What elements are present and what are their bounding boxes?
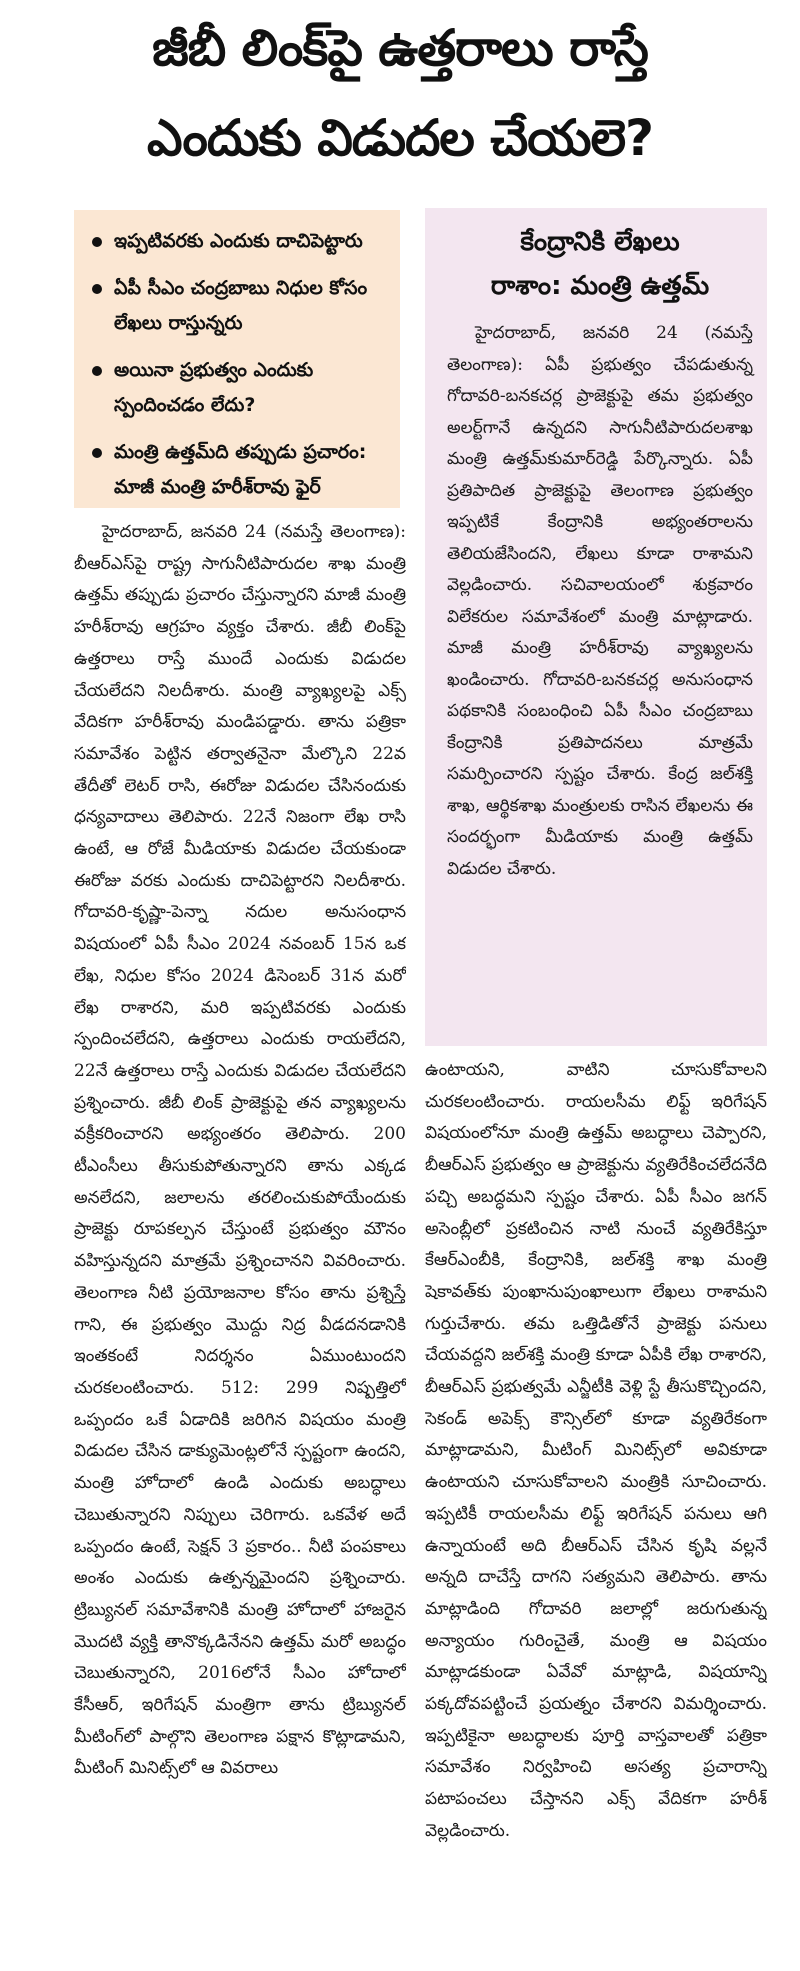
main-story-right-column [425,1055,767,1971]
highlight-item: ఏపీ సీఎం చంద్రబాబు నిధుల కోసం లేఖలు రాస్తున్నరు [88,271,390,341]
sidebar-title [447,220,753,308]
highlight-item: ఇప్పటివరకు ఎందుకు దాచిపెట్టారు [88,224,390,259]
headline-line-1: జీబీ లింక్‌పై ఉత్తరాలు రాస్తే [152,19,648,77]
highlight-item: అయినా ప్రభుత్వం ఎందుకు స్పందించడం లేదు? [88,353,390,423]
sidebar-title-line-2: రాశాం: మంత్రి ఉత్తమ్ [490,271,710,301]
main-story-left-column [74,517,406,1971]
sidebar-story [425,208,767,1046]
highlights-box [74,210,400,508]
main-story-left-text: హైదరాబాద్, జనవరి 24 (నమస్తే తెలంగాణ): బీఆర్‌ఎస్‌పై రాష్ట్ర సాగునీటిపారుదల శాఖ మంత్రి ఉత్తమ్ తప్పుడు ప్రచారం చేస్తున్నారని మాజీ మంత్రి హరీశ్‌రావు ఆగ్రహం వ్యక్తం చేశారు. జీబీ లింక్‌పై ఉత్తరాలు రాస్తే ముందే ఎందుకు విడుదల చేయలేదని నిలదీశారు. మంత్రి వ్యాఖ్యలపై ఎక్స్ వేదికగా హరీశ్‌రావు మండిపడ్డారు. తాను పత్రికా సమావేశం పెట్టిన తర్వాతనైనా మేల్కొని 22వ తేదీతో లెటర్ రాసి, ఈరోజు విడుదల చేసినందుకు ధన్యవాదాలు తెలిపారు. 22నే నిజంగా లేఖ రాసి ఉంటే, ఆ రోజే మీడియాకు విడుదల చేయకుండా ఈరోజు వరకు ఎందుకు దాచిపెట్టారని నిలదీశారు. గోదావరి-కృష్ణా-పెన్నా నదుల అనుసంధాన విషయంలో ఏపీ సీఎం 2024 నవంబర్ 15న ఒక లేఖ, నిధుల కోసం 2024 డిసెంబర్ 31న మరో లేఖ రాశారని, మరి ఇప్పటివరకు ఎందుకు స్పందించలేదని, ఉత్తరాలు ఎందుకు రాయలేదని, 22నే ఉత్తరాలు రాస్తే ఎందుకు విడుదల చేయలేదని ప్రశ్నించారు. జీబీ లింక్ ప్రాజెక్టుపై తన వ్యాఖ్యలను వక్రీకరించారని అభ్యంతరం తెలిపారు. 200 టీఎంసీలు తీసుకుపోతున్నారని తాను ఎక్కడ అనలేదని, జలాలను తరలించుకుపోయేందుకు ప్రాజెక్టు రూపకల్పన చేస్తుంటే ప్రభుత్వం మౌనం వహిస్తున్నదని మాత్రమే ప్రశ్నించానని వివరించారు. తెలంగాణ నీటి ప్రయోజనాల కోసం తాను ప్రశ్నిస్తే గాని, ఈ ప్రభుత్వం మొద్దు నిద్ర వీడదనడానికి ఇంతకంటే నిదర్శనం ఏముంటుందని చురకలంటించారు. 512: 299 నిష్పత్తిలో ఒప్పందం ఒకే ఏడాదికి జరిగిన విషయం మంత్రి విడుదల చేసిన డాక్యుమెంట్లలోనే స్పష్టంగా ఉందని, మంత్రి హోదాలో ఉండి ఎందుకు అబద్ధాలు చెబుతున్నారని నిప్పులు చెరిగారు. ఒకవేళ అదే ఒప్పందం ఉంటే, సెక్షన్ 3 ప్రకారం.. నీటి పంపకాలు అంశం ఎందుకు ఉత్పన్నమైందని ప్రశ్నించారు. ట్రిబ్యునల్ సమావేశానికి మంత్రి హోదాలో హాజరైన మొదటి వ్యక్తి తానొక్కడినేనని ఉత్తమ్ మరో అబద్ధం చెబుతున్నారని, 2016లోనే సీఎం హోదాలో కేసీఆర్, ఇరిగేషన్ మంత్రిగా తాను ట్రిబ్యునల్ మీటింగ్‌లో పాల్గొని తెలంగాణ పక్షాన కొట్లాడామని, మీటింగ్ మినిట్స్‌లో ఆ వివరాలు [74,522,406,1779]
sidebar-title-line-1: కేంద్రానికి లేఖలు [520,227,680,257]
sidebar-body: హైదరాబాద్, జనవరి 24 (నమస్తే తెలంగాణ): ఏపీ ప్రభుత్వం చేపడుతున్న గోదావరి-బనకచర్ల ప్రాజెక్టుపై తమ ప్రభుత్వం అలర్ట్‌గానే ఉన్నదని సాగునీటిపారుదలశాఖ మంత్రి ఉత్తమ్‌కుమార్‌రెడ్డి పేర్కొన్నారు. ఏపీ ప్రతిపాదిత ప్రాజెక్టుపై తెలంగాణ ప్రభుత్వం ఇప్పటికే కేంద్రానికి అభ్యంతరాలను తెలియజేసిందని, లేఖలు కూడా రాశామని వెల్లడించారు. సచివాలయంలో శుక్రవారం విలేకరుల సమావేశంలో మంత్రి మాట్లాడారు. మాజీ మంత్రి హరీశ్‌రావు వ్యాఖ్యలను ఖండించారు. గోదావరి-బనకచర్ల అనుసంధాన పథకానికి సంబంధించి ఏపీ సీఎం చంద్రబాబు కేంద్రానికి ప్రతిపాదనలు మాత్రమే సమర్పించారని స్పష్టం చేశారు. కేంద్ర జల్‌శక్తి శాఖ, ఆర్థికశాఖ మంత్రులకు రాసిన లేఖలను ఈ సందర్భంగా మీడియాకు మంత్రి ఉత్తమ్ విడుదల చేశారు. [447,323,753,879]
main-story-right-text: ఉంటాయని, వాటిని చూసుకోవాలని చురకలంటించారు. రాయలసీమ లిఫ్ట్ ఇరిగేషన్ విషయంలోనూ మంత్రి ఉత్తమ్ అబద్ధాలు చెప్పారని, బీఆర్‌ఎస్ ప్రభుత్వం ఆ ప్రాజెక్టును వ్యతిరేకించలేదనేది పచ్చి అబద్ధమని స్పష్టం చేశారు. ఏపీ సీఎం జగన్ అసెంబ్లీలో ప్రకటించిన నాటి నుంచే వ్యతిరేకిస్తూ కేఆర్‌ఎంబీకి, కేంద్రానికి, జల్‌శక్తి శాఖ మంత్రి షెకావత్‌కు పుంఖానుపుంఖాలుగా లేఖలు రాశామని గుర్తుచేశారు. తమ ఒత్తిడితోనే ప్రాజెక్టు పనులు చేయవద్దని జల్‌శక్తి మంత్రి కూడా ఏపీకి లేఖ రాశారని, బీఆర్‌ఎస్ ప్రభుత్వమే ఎన్జీటీకి వెళ్లి స్టే తీసుకొచ్చిందని, సెకండ్ అపెక్స్ కౌన్సిల్‌లో కూడా వ్యతిరేకంగా మాట్లాడామని, మీటింగ్ మినిట్స్‌లో అవికూడా ఉంటాయని చూసుకోవాలని మంత్రికి సూచించారు. ఇప్పటికీ రాయలసీమ లిఫ్ట్ ఇరిగేషన్ పనులు ఆగి ఉన్నాయంటే అది బీఆర్‌ఎస్ చేసిన కృషి వల్లనే అన్నది దాచేస్తే దాగని సత్యమని తెలిపారు. తాను మాట్లాడింది గోదావరి జలాల్లో జరుగుతున్న అన్యాయం గురించైతే, మంత్రి ఆ విషయం మాట్లాడకుండా ఏవేవో మాట్లాడి, విషయాన్ని పక్కదోవపట్టించే ప్రయత్నం చేశారని విమర్శించారు. ఇప్పటికైనా అబద్ధాలకు పూర్తి వాస్తవాలతో పత్రికా సమావేశం నిర్వహించి అసత్య ప్రచారాన్ని పటాపంచలు చేస్తానని ఎక్స్ వేదికగా హరీశ్ వెల్లడించారు. [425,1060,767,1841]
highlight-item: మంత్రి ఉత్తమ్‌ది తప్పుడు ప్రచారం: మాజీ మంత్రి హరీశ్‌రావు ఫైర్ [88,435,390,505]
headline-line-2: ఎందుకు విడుదల చేయలె? [146,109,654,167]
highlights-list [88,224,390,505]
